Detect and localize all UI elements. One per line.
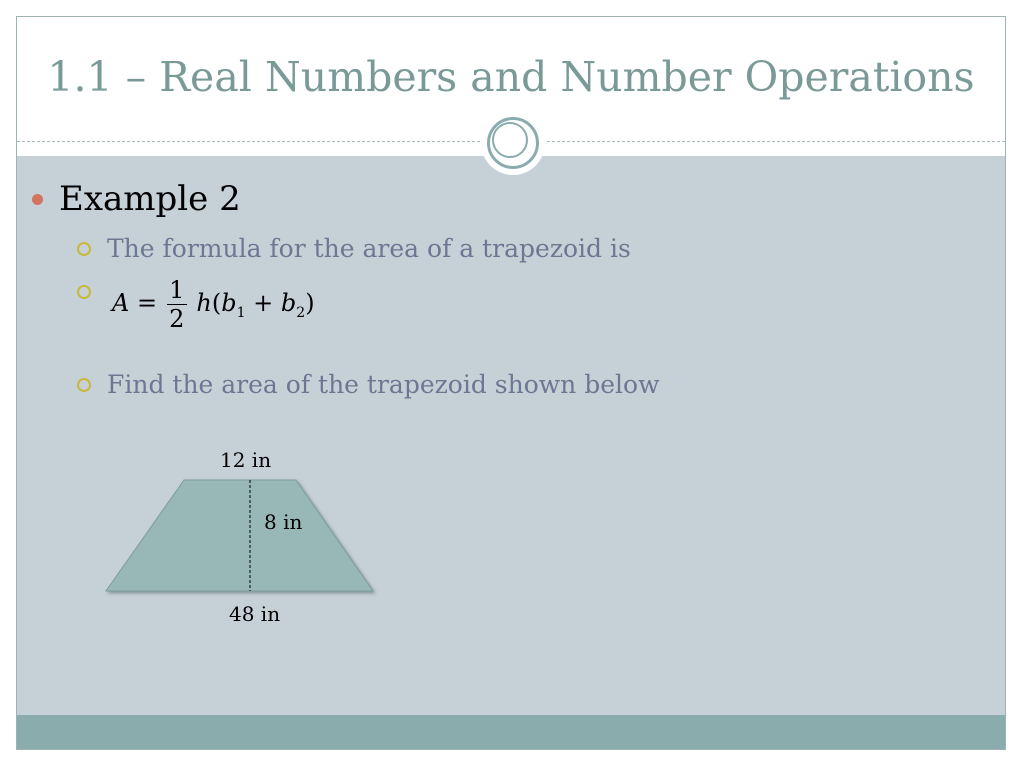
formula-denominator: 2 — [169, 305, 185, 333]
formula-sub2: 2 — [296, 304, 306, 321]
top-base-label: 12 in — [220, 448, 272, 472]
formula-plus: + — [253, 289, 274, 317]
footer-bar — [17, 715, 1005, 750]
circle-ornament-icon — [481, 111, 545, 175]
ring-bullet-icon — [77, 378, 91, 392]
bullet-dot-icon — [32, 194, 43, 205]
formula-numerator: 1 — [169, 276, 185, 304]
sub-bullet-find-area — [77, 370, 659, 399]
formula-fraction — [167, 276, 187, 333]
bottom-base-label: 48 in — [229, 602, 281, 626]
height-label: 8 in — [264, 510, 303, 534]
sub-bullet-text: The formula for the area of a trapezoid is — [107, 234, 631, 263]
sub-bullet-formula — [77, 285, 107, 299]
formula-lhs: A — [112, 289, 130, 317]
formula-equals: = — [136, 289, 158, 317]
trapezoid-area-formula — [112, 276, 315, 333]
ring-bullet-icon — [77, 242, 91, 256]
bullet-example-2 — [32, 179, 241, 219]
example-heading: Example 2 — [59, 179, 241, 219]
trapezoid-shape — [106, 480, 373, 591]
formula-sub1: 1 — [236, 304, 246, 321]
ring-bullet-icon — [77, 285, 91, 299]
trapezoid-diagram — [96, 440, 396, 640]
formula-b1: b — [221, 289, 237, 317]
slide-title: 1.1 – Real Numbers and Number Operations — [47, 53, 975, 101]
sub-bullet-formula-intro — [77, 234, 631, 263]
formula-open-paren: ( — [211, 289, 222, 317]
formula-close-paren: ) — [305, 289, 315, 317]
formula-b2: b — [280, 289, 297, 317]
formula-h: h — [196, 289, 212, 317]
sub-bullet-text: Find the area of the trapezoid shown below — [107, 370, 660, 399]
